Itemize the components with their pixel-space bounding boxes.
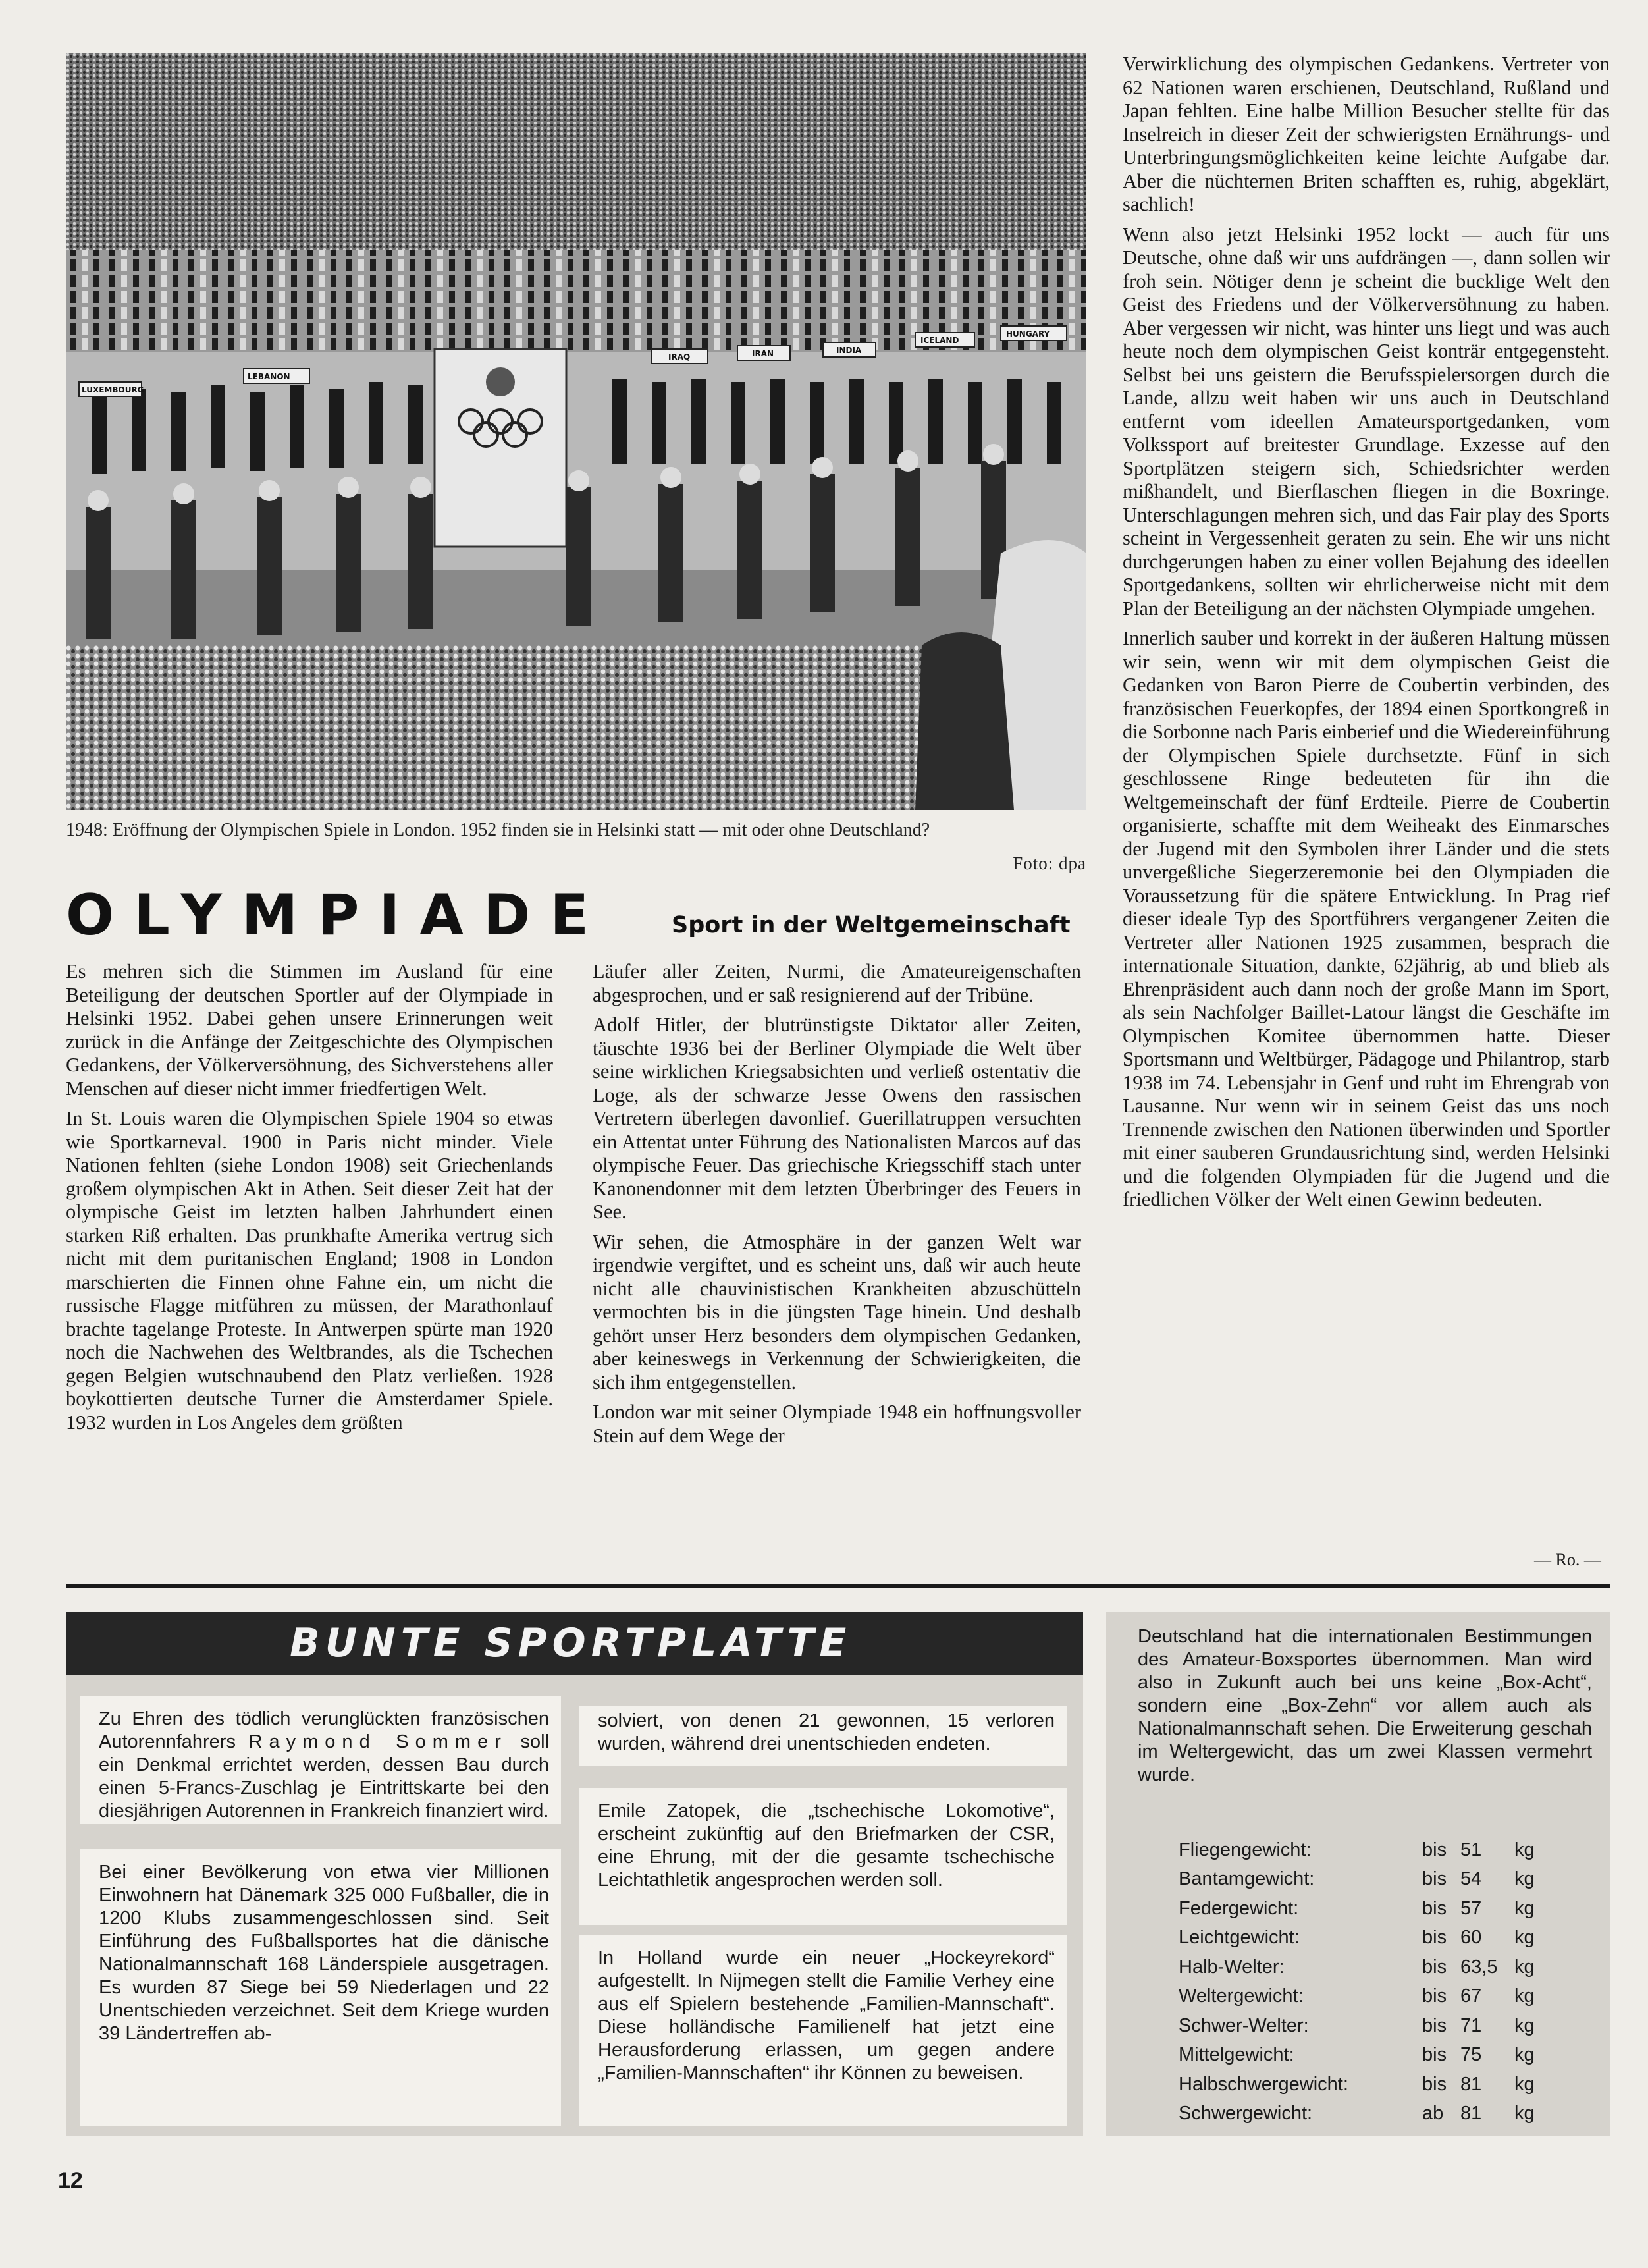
news-box-hockey — [579, 1935, 1067, 2126]
weight-class-row — [1179, 1835, 1547, 1865]
weight-prefix: bis — [1422, 2044, 1447, 2066]
paragraph: London war mit seiner Olympiade 1948 ein hoffnungsvoller Stein auf dem Wege der — [593, 1401, 1081, 1447]
page-number: 12 — [58, 2168, 83, 2193]
paragraph: Wenn also jetzt Helsinki 1952 lockt — auch für uns Deutsche, ohne daß wir uns aufdrängen —, dann sollen wir froh sein. Nötiger denn je scheint die bucklige Welt den Geist des Friedens und der Völkerversöhnung zu haben. Aber vergessen wir nicht, was hinter uns liegt und was auch heute noch dem olympischen Geist konträr entgegensteht. Selbst bei uns geistern die Berufsspielersorgen durch die Lande, allzu weit haben wir uns auch in Deutschland entfernt vom ideellen Amateursportgedanken, vom Volkssport auf breitester Grundlage. Exzesse auf den Sportplätzen steigern sich, Schiedsrichter werden mißhandelt, und Bierflaschen fliegen in die Boxringe. Unterschlagungen mehren sich, und das Fair play des Sports scheint in Vergessenheit geraten zu sein. Ehe wir uns nicht durchgerungen haben zu einer vollen Bejahung des ideellen Sportgedankens, sollten wir ehrlicherweise nicht mit dem Plan der Beteiligung an der nächsten Olympiade umgehen. — [1123, 223, 1610, 620]
weight-prefix: bis — [1422, 1927, 1447, 1949]
section-divider — [66, 1584, 1610, 1588]
sign-luxembourg: LUXEMBOURG — [82, 385, 144, 394]
weight-value: 81 — [1460, 2103, 1482, 2124]
weight-prefix: bis — [1422, 1985, 1447, 2007]
news-text: In Holland wurde ein neuer „Hockeyrekord“ aufgestellt. In Nijmegen stellt die Familie Verhey eine aus elf Spielern bestehende „Familien-Mannschaft“. Diese holländische Familienelf hat jetzt eine Herausforderung erlassen, um gegen andere „Familien-Mannschaften“ ihr Können zu beweisen. — [598, 1947, 1055, 2084]
weight-unit: kg — [1514, 2073, 1535, 2095]
article-headline: OLYMPIADE — [66, 882, 609, 948]
weight-unit: kg — [1514, 1897, 1535, 1919]
photo-credit: Foto: dpa — [1013, 853, 1086, 873]
weight-class-row — [1179, 2099, 1547, 2129]
news-text: soll ein Denkmal errichtet werden, dessen Bau durch einen 5-Francs-Zuschlag je Eintrittskarte bei den diesjährigen Autorennen in Frankreich finanziert wird. — [99, 1731, 549, 1822]
weight-name: Halbschwergewicht: — [1179, 2073, 1348, 2095]
paragraph: Wir sehen, die Atmosphäre in der ganzen Welt war irgendwie vergiftet, und es scheint uns, daß wir auch heute nicht alle chauvinistischen Krankheiten abzuschütteln vermochten bis in die jüngsten Tage hinein. Und deshalb gehört unser Herz besonders dem olympischen Gedanken, aber keineswegs in Verkennung der Schwierigkeiten, die sich ihm entgegenstellen. — [593, 1230, 1081, 1393]
weight-name: Federgewicht: — [1179, 1897, 1299, 1919]
weight-class-row — [1179, 2041, 1547, 2070]
weight-name: Schwergewicht: — [1179, 2103, 1313, 2124]
weight-prefix: bis — [1422, 1956, 1447, 1978]
weight-class-row — [1179, 1894, 1547, 1924]
weight-name: Weltergewicht: — [1179, 1985, 1304, 2007]
article-subheadline: Sport in der Weltgemeinschaft — [672, 912, 1071, 938]
weight-class-row — [1179, 1924, 1547, 1953]
weight-name: Halb-Welter: — [1179, 1956, 1285, 1978]
weight-class-row — [1179, 2011, 1547, 2041]
weight-unit: kg — [1514, 1956, 1535, 1978]
sign-india: INDIA — [836, 346, 862, 355]
stadium-illustration — [66, 53, 1086, 810]
weight-value: 60 — [1460, 1927, 1482, 1949]
weight-unit: kg — [1514, 1927, 1535, 1949]
weight-unit: kg — [1514, 1868, 1535, 1890]
weight-unit: kg — [1514, 1839, 1535, 1860]
weight-unit: kg — [1514, 1985, 1535, 2007]
weight-unit: kg — [1514, 2044, 1535, 2066]
news-text: Zu Ehren des tödlich verunglückten französischen Autorennfahrers — [99, 1708, 549, 1752]
sportplatte-title: BUNTE SPORTPLATTE — [290, 1620, 852, 1666]
opening-ceremony-photo — [66, 53, 1086, 810]
paragraph: Innerlich sauber und korrekt in der äußeren Haltung müssen wir sein, wenn wir mit dem olympischen Geist die Gedanken von Baron Pierre de Coubertin verbinden, des französischen Feuerkopfes, der 1894 einen Sportkongreß in die Sorbonne nach Paris einberief und die Wiedereinführung der Olympischen Spiele durchsetzte. Fünf in sich geschlossene Ringe bedeuteten für ihn die Weltgemeinschaft der fünf Erdteile. Pierre de Coubertin organisierte, schaffte mit dem Weiheakt des Einmarsches der Jugend mit den Symbolen ihrer Länder und die stets unvergeßliche Siegerzeremonie bei den Olympiaden die Voraussetzung für die spätere Entwicklung. In Prag rief dieser ideale Typ des Sportführers vergangener Zeiten die Vertreter aller Nationen 1925 zusammen, besprach die internationale Situation, dankte, 62jährig, ab und blieb als Ehrenpräsident auch dann noch der große Mann im Sport, als sein Nachfolger Baillet-Latour längst die Geschäfte im Olympischen Komitee übernommen hatte. Dieser Sportsmann und Weltbürger, Pädagoge und Philantrop, starb 1938 im 74. Lebensjahr in Genf und ruht im Ehrengrab von Lausanne. Nur wenn wir in seinem Geist das uns noch Trennende zwischen den Nationen überwinden und Sportler mit einer sauberen Grundausrichtung sind, werden Helsinki und die folgenden Olympiaden für die Jugend und die friedlichen Völker der Welt einen Gewinn bedeuten. — [1123, 627, 1610, 1210]
news-box-zatopek — [579, 1788, 1067, 1925]
news-box-denmark-cont — [579, 1706, 1067, 1766]
boxing-text: Deutschland hat die internationalen Bestimmungen des Amateur-Boxsportes übernommen. Man wird also in Zukunft auch bei uns keine „Box-Acht“, sondern eine „Box-Zehn“ vor allem auch als Nationalmannschaft sehen. Die Erweiterung geschah im Weltergewicht, das um zwei Klassen vermehrt wurde. — [1138, 1626, 1592, 1785]
sign-lebanon: LEBANON — [248, 372, 290, 381]
paragraph: Adolf Hitler, der blutrünstigste Diktator aller Zeiten, täuschte 1936 bei der Berliner Olympiade die Welt über seine wirklichen Kriegsabsichten und verließ ostentativ die Loge, als der schwarze Jesse Owens den rassischen Vertretern überlegen davonlief. Guerillatruppen versuchten ein Attentat unter Führung des Nationalisten Marcos auf das olympische Feuer. Das griechische Kriegsschiff stach unter Kanonendonner mit dem letzten Überbringer des Feuers in See. — [593, 1013, 1081, 1223]
weight-value: 57 — [1460, 1897, 1482, 1919]
weight-value: 71 — [1460, 2014, 1482, 2036]
weight-class-row — [1179, 1953, 1547, 1982]
article-column-3 — [1123, 53, 1610, 1218]
weight-prefix: bis — [1422, 1897, 1447, 1919]
weight-prefix: bis — [1422, 1868, 1447, 1890]
weight-prefix: bis — [1422, 2014, 1447, 2036]
weight-name: Bantamgewicht: — [1179, 1868, 1315, 1890]
sign-iran: IRAN — [752, 349, 774, 358]
weight-prefix: bis — [1422, 1839, 1447, 1860]
weight-unit: kg — [1514, 2014, 1535, 2036]
weight-value: 75 — [1460, 2044, 1482, 2066]
weight-value: 67 — [1460, 1985, 1482, 2007]
paragraph: Es mehren sich die Stimmen im Ausland für eine Beteiligung der deutschen Sportler auf der Olympiade in Helsinki 1952. Dabei gehen unsere Erinnerungen weit zurück in die Anfänge der Zeitgeschichte des Olympischen Gedankens, der Völkerversöhnung, des Sichverstehens aller Menschen auf dieser nicht immer friedfertigen Welt. — [66, 960, 553, 1100]
news-text: Emile Zatopek, die „tschechische Lokomotive“, erscheint zukünftig auf den Briefmarken der CSR, eine Ehrung, mit der die gesamte tschechische Leichtathletik angesprochen werden soll. — [598, 1800, 1055, 1891]
weight-value: 81 — [1460, 2073, 1482, 2095]
news-text: solviert, von denen 21 gewonnen, 15 verloren wurden, während drei unentschieden endeten. — [598, 1710, 1055, 1754]
news-box-sommer — [80, 1696, 561, 1824]
news-text: Bei einer Bevölkerung von etwa vier Millionen Einwohnern hat Dänemark 325 000 Fußballer, die in 1200 Klubs zusammengeschlossen sind. Seit Einführung des Fußballsportes hat die dänische Nationalmannschaft 168 Länderspiele ausgetragen. Es wurden 87 Siege bei 59 Niederlagen und 22 Unentschieden verzeichnet. Seit dem Kriege wurden 39 Ländertreffen ab- — [99, 1862, 549, 2044]
weight-class-table — [1179, 1835, 1547, 2128]
news-box-denmark — [80, 1849, 561, 2126]
weight-class-row — [1179, 2070, 1547, 2099]
paragraph: Verwirklichung des olympischen Gedankens. Vertreter von 62 Nationen waren erschienen, Deutschland, Rußland und Japan fehlten. Eine halbe Million Besucher stellte für das Inselreich in dieser Zeit der schwierigsten Ernährungs- und Unterbringungsmöglichkeiten keine leichte Aufgabe dar. Aber die nüchternen Briten schafften es, ruhig, abgeklärt, sachlich! — [1123, 53, 1610, 215]
sign-iraq: IRAQ — [668, 352, 691, 362]
weight-class-row — [1179, 1982, 1547, 2012]
article-column-2 — [593, 960, 1081, 1454]
paragraph: Läufer aller Zeiten, Nurmi, die Amateureigenschaften abgesprochen, und er saß resignierend auf der Tribüne. — [593, 960, 1081, 1006]
weight-prefix: bis — [1422, 2073, 1447, 2095]
article-column-1 — [66, 960, 553, 1441]
author-signature: — Ro. — — [1534, 1550, 1601, 1569]
paragraph: In St. Louis waren die Olympischen Spiele 1904 so etwas wie Sportkarneval. 1900 in Paris nicht minder. Viele Nationen fehlten (siehe London 1908) seit Griechenlands großem olympischen Akt in Athen. Seit dieser Zeit hat der olympische Geist im letzten halben Jahrhundert einen starken Riß erhalten. Das prunkhafte Amerika vertrug sich nicht mit dem puritanischen England; 1908 in London marschierten die Finnen ohne Fahne ein, um nicht die russische Flagge mitführen zu müssen, der Marathonlauf brachte tagelange Proteste. In Antwerpen spürte man 1920 noch die Nachwehen des Weltbrandes, als die Tschechen gegen Belgien wutschnaubend den Platz verließen. 1928 boykottierten deutsche Turner die Amsterdamer Spiele. 1932 wurden in Los Angeles dem größten — [66, 1107, 553, 1434]
weight-value: 54 — [1460, 1868, 1482, 1890]
weight-name: Fliegengewicht: — [1179, 1839, 1312, 1860]
weight-name: Leichtgewicht: — [1179, 1927, 1300, 1949]
driver-name: Raymond Sommer — [248, 1731, 508, 1752]
photo-caption: 1948: Eröffnung der Olympischen Spiele in London. 1952 finden sie in Helsinki statt — mit oder ohne Deutschland? — [66, 820, 930, 840]
weight-class-row — [1179, 1865, 1547, 1895]
weight-prefix: ab — [1422, 2103, 1444, 2124]
sign-hungary: HUNGARY — [1006, 329, 1050, 338]
weight-unit: kg — [1514, 2103, 1535, 2124]
weight-value: 63,5 — [1460, 1956, 1498, 1978]
weight-name: Mittelgewicht: — [1179, 2044, 1294, 2066]
sign-iceland: ICELAND — [920, 336, 959, 345]
weight-value: 51 — [1460, 1839, 1482, 1860]
weight-name: Schwer-Welter: — [1179, 2014, 1309, 2036]
